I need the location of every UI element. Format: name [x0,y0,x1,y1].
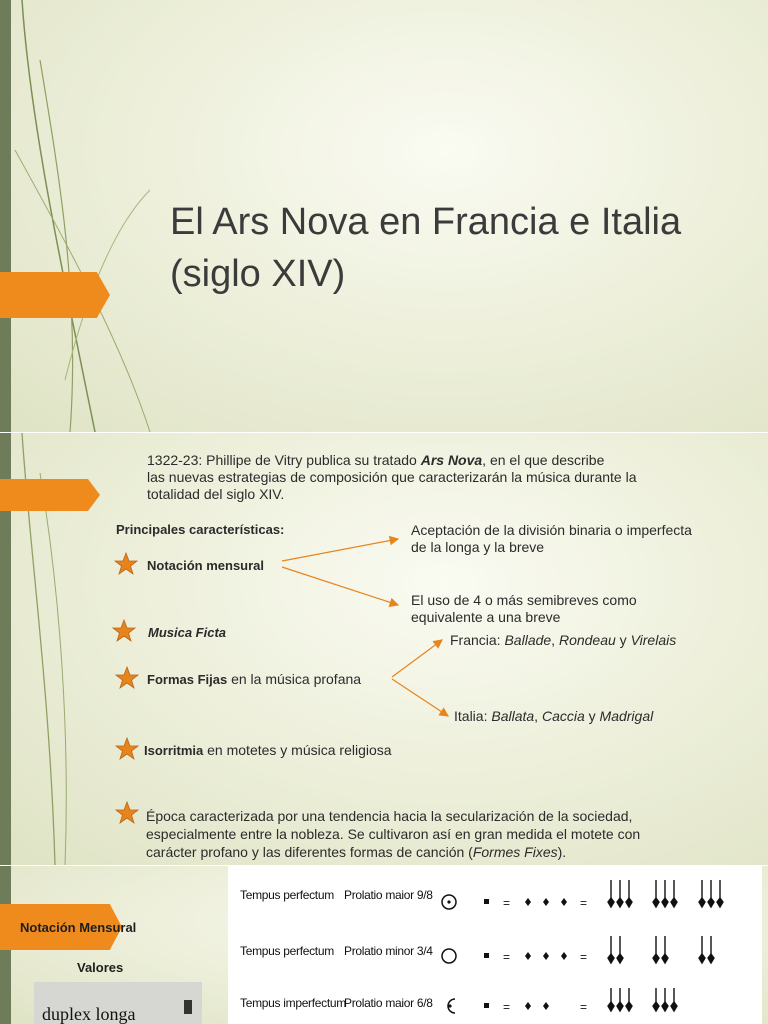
form-name: Virelais [630,632,677,648]
slide-content [0,433,768,865]
isorritmia-rest: en motetes y música religiosa [203,742,392,758]
notacion-mensural-heading: Notación Mensural [20,920,137,935]
mensural-table [228,866,762,1024]
orange-tab [0,272,110,318]
aceptacion-line-2: de la longa y la breve [411,539,545,555]
svg-text:=: = [503,950,511,964]
epoca-text: ). [557,844,567,860]
form-name: Ballata [491,708,535,724]
separator: y [615,632,631,648]
intro-line-3: totalidad del siglo XIV. [147,486,285,502]
isorritmia-line [144,742,392,759]
mensural-symbols [228,936,762,976]
uso-line-2: equivalente a una breve [411,609,561,625]
slide-title-text: El Ars Nova en Francia e Italia (siglo XIV) [170,201,682,295]
formas-fijas-line [147,671,361,688]
formes-fixes: Formes Fixes [472,844,558,860]
musica-ficta-label: Musica Ficta [148,625,227,640]
notacion-mensural-label: Notación mensural [147,558,265,573]
aceptacion-line-1: Aceptación de la división binaria o imperfecta [411,522,692,538]
note-mark [184,1000,192,1014]
isorritmia-label: Isorritmia [144,743,204,758]
table-row [228,988,762,1024]
formas-fijas-rest: en la música profana [227,671,362,687]
tempus-label: Tempus perfectum [240,888,334,902]
svg-text:=: = [503,896,511,910]
formas-fijas-label: Formas Fijas [147,672,228,687]
duplex-longa-text: duplex longa [42,1004,136,1024]
prolatio-label: Prolatio maior 6/8 [344,996,433,1010]
uso-line-1: El uso de 4 o más semibreves como [411,592,637,608]
slide-title [0,0,768,432]
epoca-line-2: especialmente entre la nobleza. Se cultivaron así en gran medida el motete con [146,826,641,842]
slide-notation [0,866,768,1024]
form-name: Madrigal [599,708,654,724]
tempus-label: Tempus imperfectum [240,996,346,1010]
intro-text: , en el que describe [482,452,605,468]
separator: , [534,708,542,724]
principales-heading: Principales características: [116,522,285,537]
svg-text:=: = [580,896,588,910]
separator: y [584,708,600,724]
intro-text: 1322-23: Phillipe de Vitry publica su tratado [147,452,421,468]
connector-arrows [0,433,768,865]
tempus-label: Tempus perfectum [240,944,334,958]
separator: , [551,632,559,648]
ars-nova-title: Ars Nova [420,452,483,468]
mensural-symbols [228,880,762,920]
prolatio-label: Prolatio minor 3/4 [344,944,433,958]
epoca-line-3 [146,844,566,861]
svg-text:=: = [503,1000,511,1014]
table-row [228,936,762,976]
mensural-symbols [228,988,762,1024]
form-name: Ballade [504,632,552,648]
table-row [228,880,762,920]
valores-heading: Valores [77,960,124,975]
duplex-longa-image [34,982,202,1024]
svg-text:=: = [580,1000,588,1014]
italia-forms [454,708,653,725]
prolatio-label: Prolatio maior 9/8 [344,888,433,902]
intro-line-2: las nuevas estrategias de composición que caracterizarán la música durante la [147,469,637,485]
francia-label: Francia: [450,632,505,648]
form-name: Rondeau [558,632,616,648]
epoca-line-1: Época caracterizada por una tendencia hacia la secularización de la sociedad, [146,808,633,824]
francia-forms [450,632,676,649]
epoca-text: carácter profano y las diferentes formas de canción ( [146,844,473,860]
form-name: Caccia [541,708,585,724]
svg-text:=: = [580,950,588,964]
italia-label: Italia: [454,708,492,724]
